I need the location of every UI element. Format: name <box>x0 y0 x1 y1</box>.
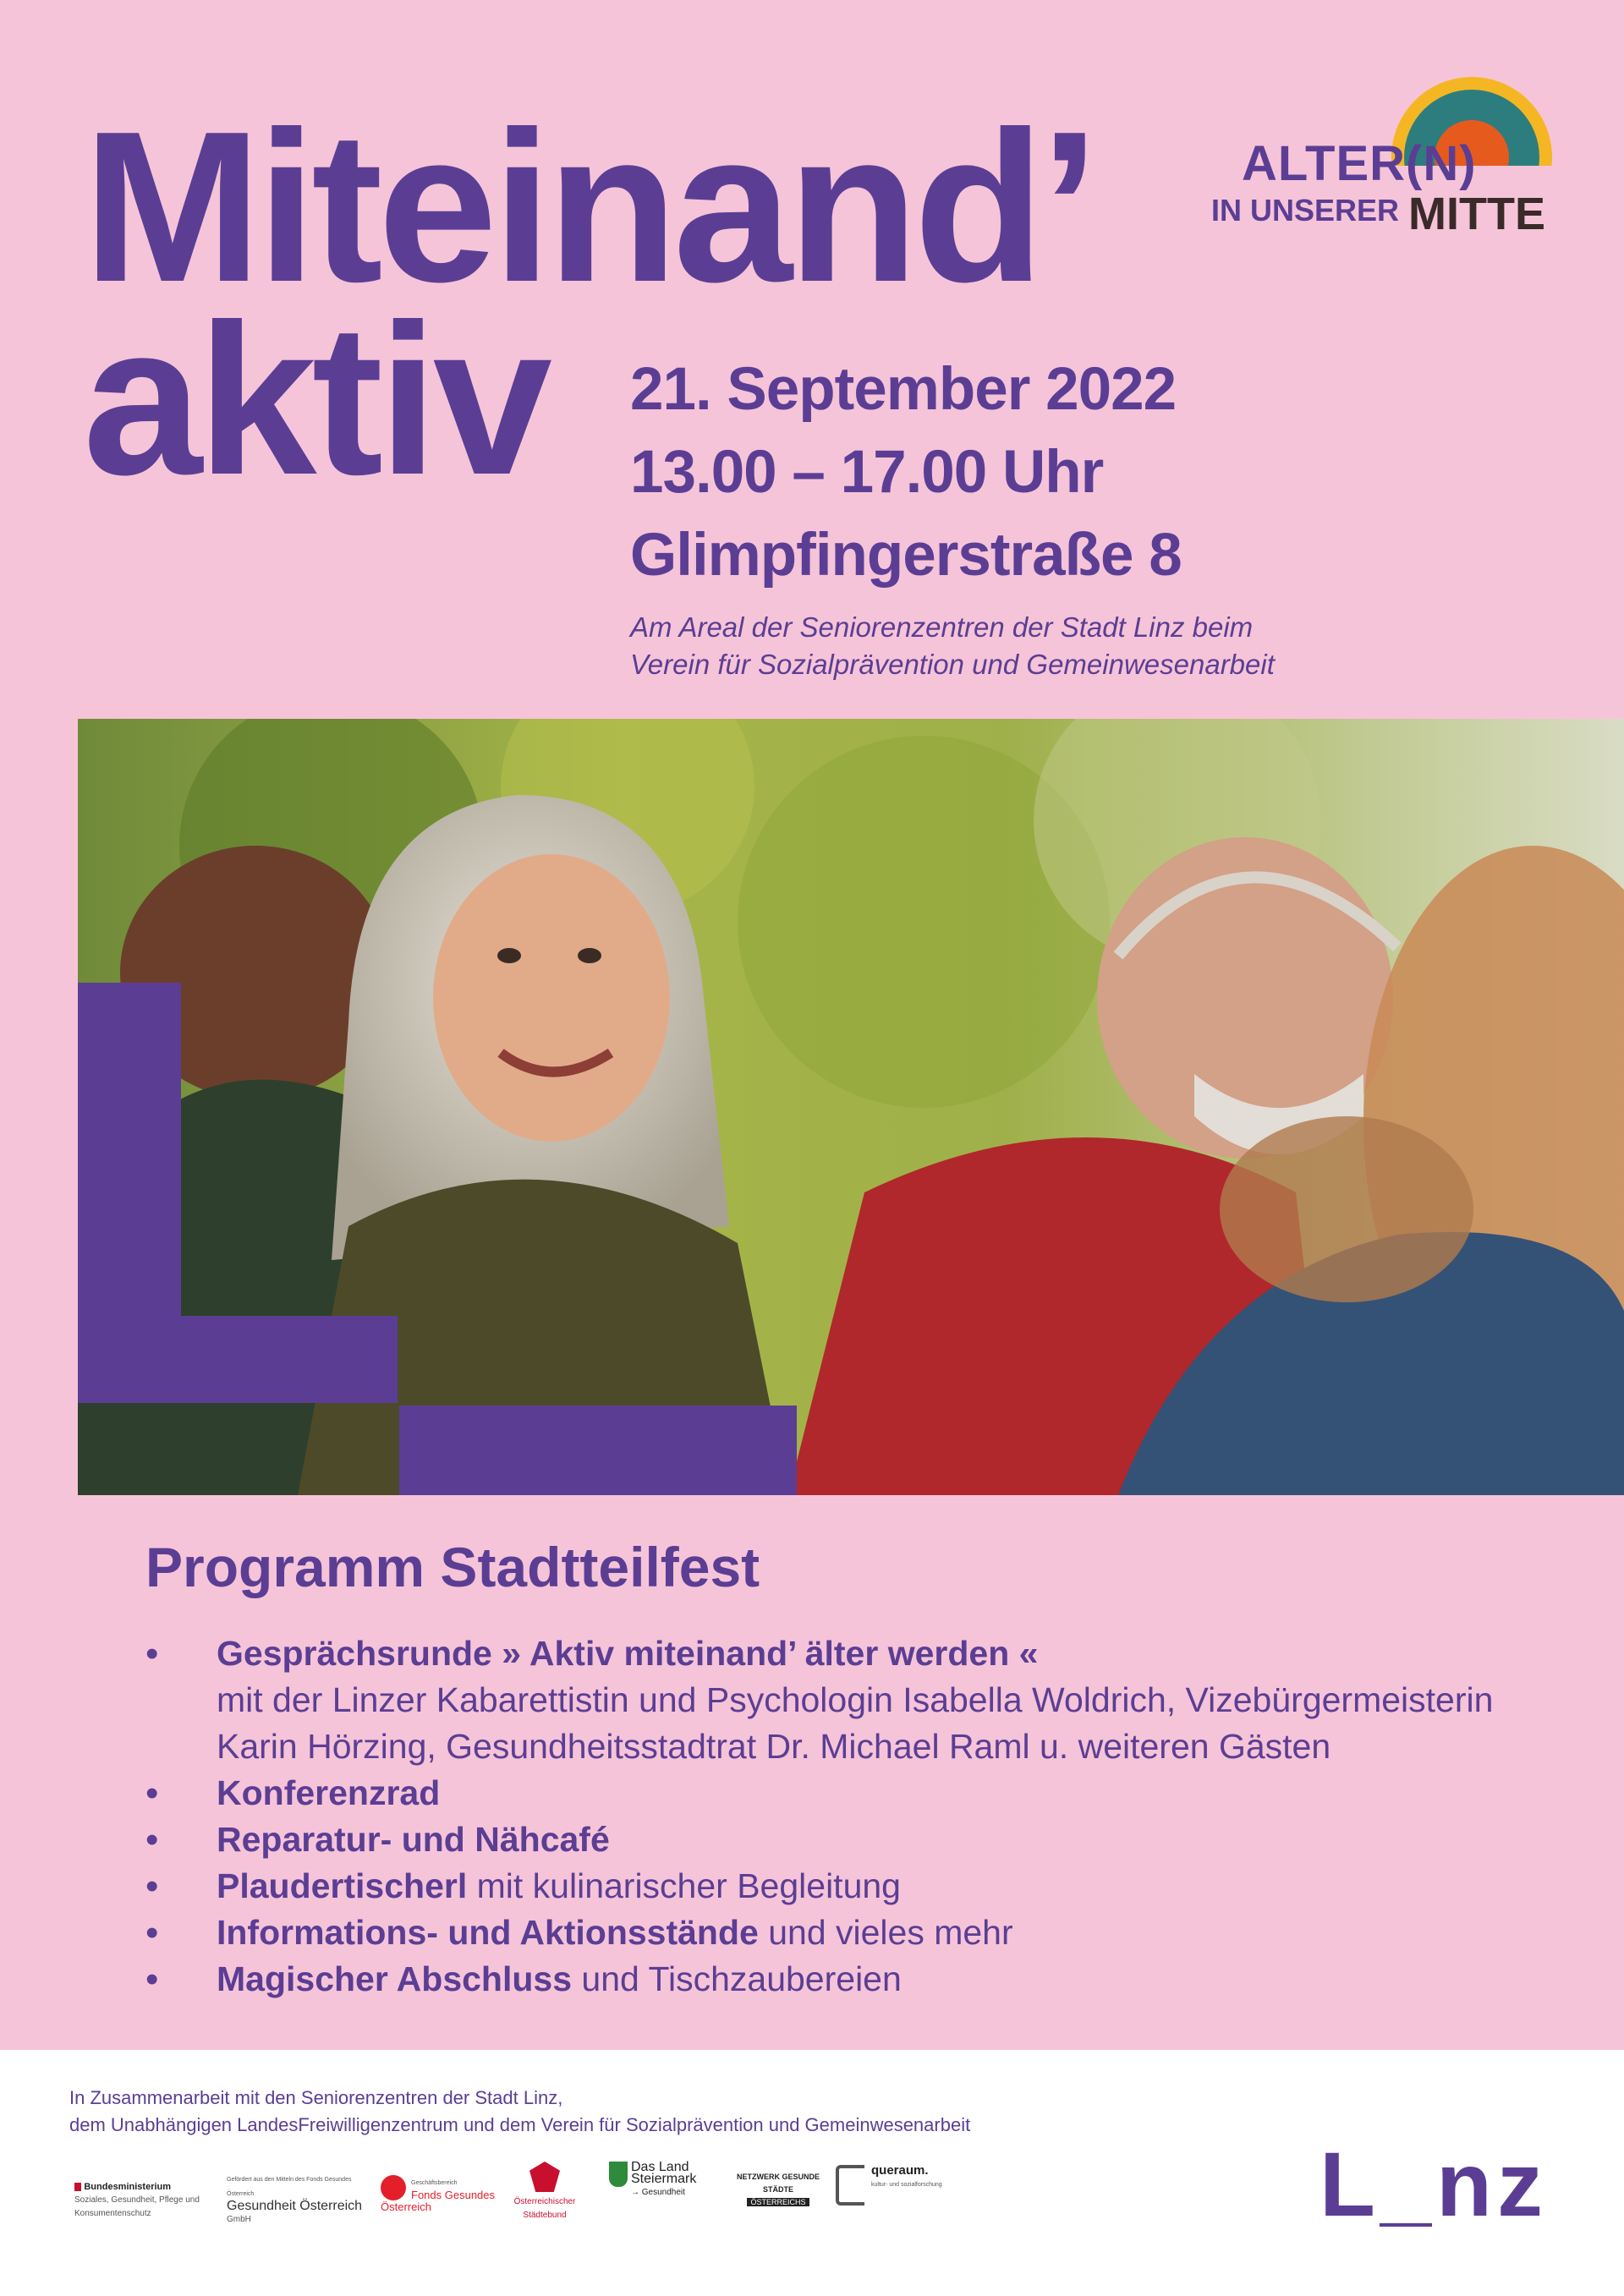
partner-steiermark-name: Das Land Steiermark <box>631 2160 697 2186</box>
partner-queraum-sub: kultur- und sozialforschung <box>871 2182 942 2188</box>
frame-bar-bottom-right <box>399 1406 797 1495</box>
program-item-title: Konferenzrad <box>217 1773 441 1812</box>
partner-goe-small: Gefördert aus den Mitteln des Fonds Gesundes Österreich <box>227 2177 352 2197</box>
logo-text-in-unserer: IN UNSERER <box>1211 193 1400 227</box>
title-line-1: Miteinand’ <box>83 86 1095 326</box>
program-item-title: Magischer Abschluss <box>217 1959 573 1998</box>
venue-note <box>630 609 1275 683</box>
partner-netzwerk-sub: ÖSTERREICHS <box>747 2198 809 2206</box>
partner-ministry-sub: Soziales, Gesundheit, Pflege und Konsumentenschutz <box>74 2195 200 2218</box>
program-item-title: Gesprächsrunde » Aktiv miteinand’ älter werden « <box>217 1634 1039 1673</box>
partner-ministry <box>74 2180 218 2220</box>
partner-steiermark-sub: → Gesundheit <box>631 2188 685 2197</box>
venue-note-line-2: Verein für Sozialprävention und Gemeinwesenarbeit <box>630 649 1275 680</box>
program-item-text: mit kulinarischer Begleitung <box>467 1866 901 1905</box>
logo-text-alter: ALTER(N) <box>1242 136 1477 191</box>
program-item <box>145 1770 1583 1817</box>
queraum-bracket-icon <box>836 2165 864 2206</box>
partner-goe-sub: GmbH <box>227 2215 251 2224</box>
partner-netzwerk <box>732 2170 825 2208</box>
partner-queraum-name: queraum. <box>871 2163 929 2178</box>
program-item-title: Plaudertischerl <box>217 1866 468 1905</box>
program-item <box>145 1630 1583 1770</box>
logo-text-mitte: MITTE <box>1408 189 1545 239</box>
partner-goe-name: Gesundheit Österreich <box>227 2199 363 2213</box>
austria-flag-icon <box>74 2183 81 2191</box>
frame-bar-bottom-left <box>78 1316 398 1403</box>
program-item-title: Informations- und Aktionsstände <box>217 1913 759 1952</box>
steiermark-crest-icon <box>609 2162 628 2187</box>
venue-note-line-1: Am Areal der Seniorenzentren der Stadt Linz beim <box>630 611 1254 643</box>
program-item-text: und vieles mehr <box>758 1913 1013 1952</box>
program-item-text: und Tischzaubereien <box>572 1959 902 1998</box>
partner-goe <box>227 2172 370 2226</box>
program-item-text: mit der Linzer Kabarettistin und Psychologin Isabella Woldrich, Vizebürgermeisterin Karin Hörzing, Gesundheitsstadtrat Dr. Michael Raml u. weiteren Gästen <box>217 1680 1494 1766</box>
program-item <box>145 1817 1583 1863</box>
footer-note-line-2: dem Unabhängigen LandesFreiwilligenzentrum und dem Verein für Sozialprävention und Gemeinwesenarbeit <box>69 2114 971 2135</box>
staedtebund-eagle-icon <box>529 2162 560 2192</box>
footer-note-line-1: In Zusammenarbeit mit den Seniorenzentren der Stadt Linz, <box>69 2087 563 2108</box>
partner-fgoe-name: Fonds Gesundes Österreich <box>381 2189 496 2213</box>
program-title: Programm Stadtteilfest <box>145 1536 760 1598</box>
program-list <box>145 1630 1583 2003</box>
program-item <box>145 1956 1583 2003</box>
event-address: Glimpfingerstraße 8 <box>630 522 1182 589</box>
title-line-2: aktiv <box>83 279 547 519</box>
partner-staedtebund <box>511 2162 579 2222</box>
linz-logo: L_nz <box>1320 2133 1549 2235</box>
program-item-title: Reparatur- und Nähcafé <box>217 1820 610 1859</box>
fgoe-logo-icon <box>381 2175 406 2200</box>
partner-netzwerk-name: NETZWERK GESUNDE STÄDTE <box>736 2173 820 2194</box>
partner-fgoe-small: Geschäftsbereich <box>411 2180 458 2186</box>
partner-fgoe <box>381 2175 508 2213</box>
program-item <box>145 1863 1583 1910</box>
partner-queraum <box>836 2165 954 2206</box>
event-date: 21. September 2022 <box>630 356 1177 423</box>
partner-ministry-name: Bundesministerium <box>84 2182 172 2192</box>
partner-steiermark <box>609 2162 710 2199</box>
program-item <box>145 1910 1583 1956</box>
footer-note <box>69 2085 970 2139</box>
event-time: 13.00 – 17.00 Uhr <box>630 439 1104 506</box>
partner-staedtebund-name: Österreichischer Städtebund <box>513 2197 576 2220</box>
